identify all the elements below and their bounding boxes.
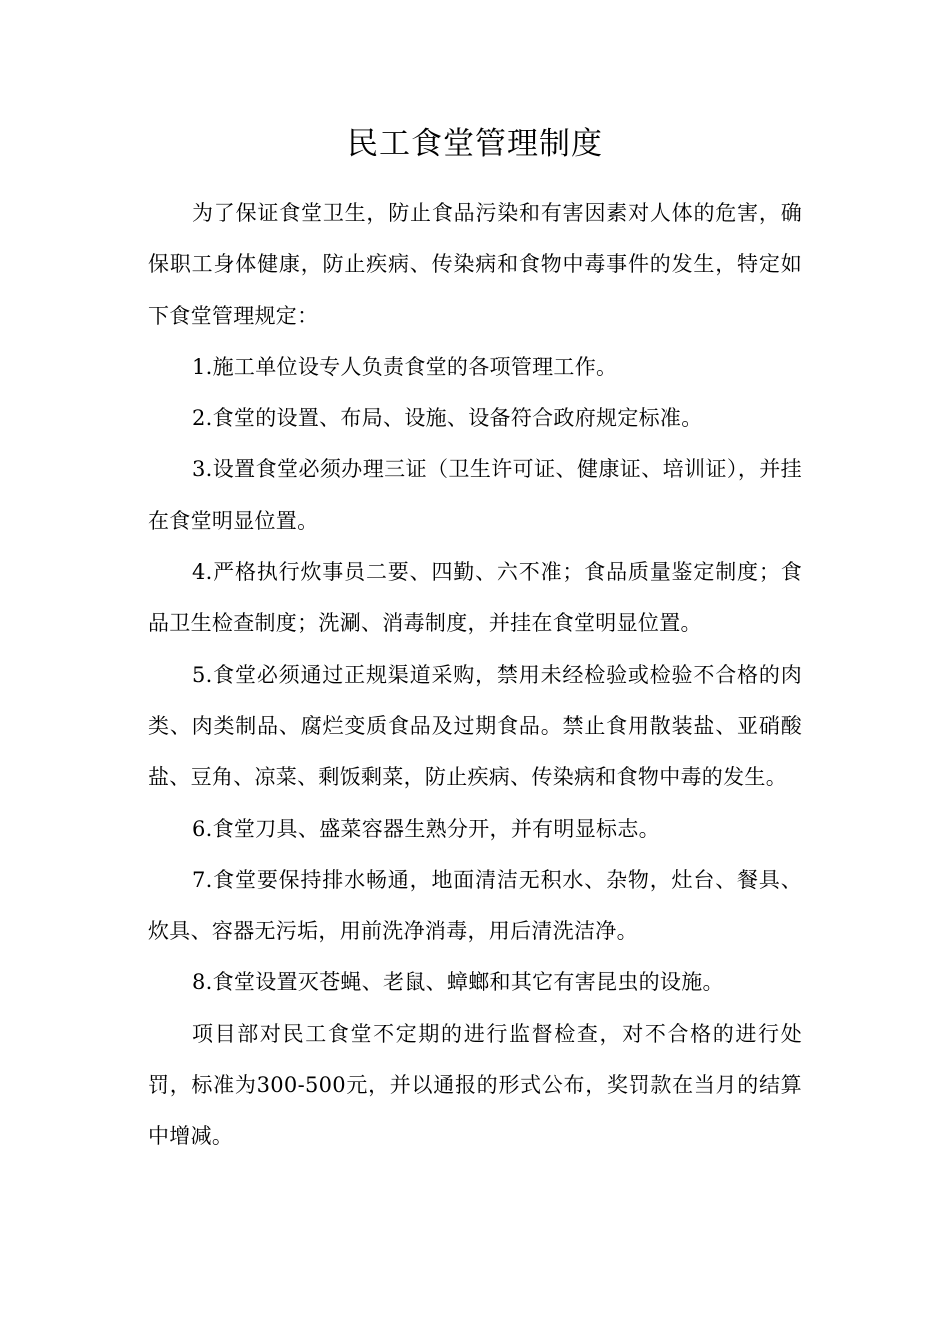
rule-2-paragraph: 2.食堂的设置、布局、设施、设备符合政府规定标准。 — [192, 406, 703, 431]
rule-3-paragraph: 3.设置食堂必须办理三证（卫生许可证、健康证、培训证），并挂在食堂明显位置。 — [148, 457, 802, 533]
rule-6-paragraph: 6.食堂刀具、盛菜容器生熟分开，并有明显标志。 — [192, 816, 660, 841]
rule-4-paragraph: 4.严格执行炊事员二要、四勤、六不准；食品质量鉴定制度；食品卫生检查制度；洗涮、消毒制度，并挂在食堂明显位置。 — [148, 560, 802, 636]
rule-5-paragraph: 5.食堂必须通过正规渠道采购，禁用未经检验或检验不合格的肉类、肉类制品、腐烂变质食品及过期食品。禁止食用散装盐、亚硝酸盐、豆角、凉菜、剩饭剩菜，防止疾病、传染病和食物中毒的发生。 — [148, 662, 802, 790]
document-title: 民工食堂管理制度 — [347, 126, 603, 162]
rule-8-paragraph: 8.食堂设置灭苍蝇、老鼠、蟑螂和其它有害昆虫的设施。 — [192, 970, 724, 995]
document-body — [148, 188, 802, 1163]
rule-1-paragraph: 1.施工单位设专人负责食堂的各项管理工作。 — [192, 354, 618, 379]
intro-paragraph: 为了保证食堂卫生，防止食品污染和有害因素对人体的危害，确保职工身体健康，防止疾病、传染病和食物中毒事件的发生，特定如下食堂管理规定： — [148, 201, 802, 328]
closing-paragraph: 项目部对民工食堂不定期的进行监督检查，对不合格的进行处罚，标准为300-500元，并以通报的形式公布，奖罚款在当月的结算中增减。 — [148, 1021, 802, 1149]
rule-7-paragraph: 7.食堂要保持排水畅通，地面清洁无积水、杂物，灶台、餐具、炊具、容器无污垢，用前洗净消毒，用后清洗洁净。 — [148, 867, 802, 944]
